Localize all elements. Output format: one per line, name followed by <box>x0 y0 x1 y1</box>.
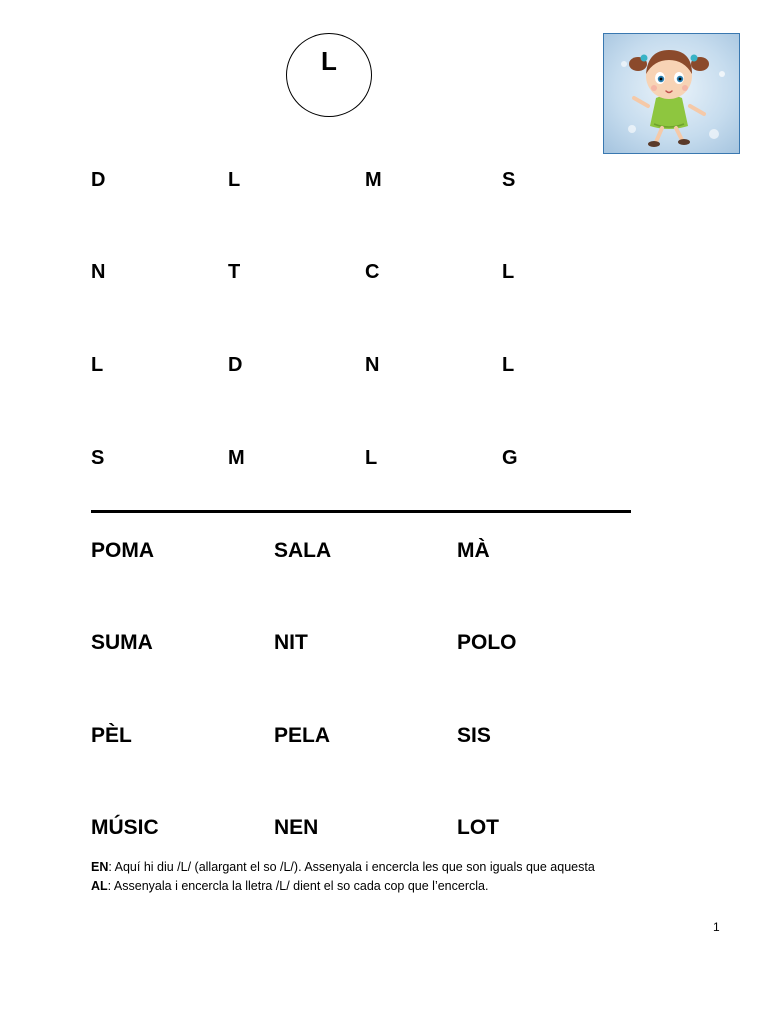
grid-word[interactable]: SUMA <box>91 631 153 654</box>
grid-letter[interactable]: M <box>365 169 382 191</box>
grid-word[interactable]: NIT <box>274 631 308 654</box>
grid-word[interactable]: POLO <box>457 631 517 654</box>
grid-letter[interactable]: G <box>502 447 518 469</box>
grid-letter[interactable]: D <box>228 354 243 376</box>
grid-word[interactable]: LOT <box>457 816 499 839</box>
instruction-al-label: AL <box>91 879 108 893</box>
grid-letter[interactable]: L <box>228 169 241 191</box>
grid-letter[interactable]: S <box>502 169 516 191</box>
grid-letter[interactable]: L <box>91 354 104 376</box>
grid-letter[interactable]: L <box>365 447 378 469</box>
target-letter: L <box>321 46 337 76</box>
instruction-en-label: EN <box>91 860 109 874</box>
grid-word[interactable]: SIS <box>457 724 491 747</box>
grid-letter[interactable]: M <box>228 447 245 469</box>
grid-word[interactable]: MÀ <box>457 539 490 562</box>
grid-letter[interactable]: C <box>365 261 380 283</box>
grid-word[interactable]: SALA <box>274 539 332 562</box>
page-number: 1 <box>713 920 720 934</box>
instruction-en-text: : Aquí hi diu /L/ (allargant el so /L/). Assenyala i encercla les que son iguals que aquesta <box>108 860 595 874</box>
grid-letter[interactable]: D <box>91 169 106 191</box>
grid-word[interactable]: PÈL <box>91 724 132 747</box>
grid-letter[interactable]: N <box>91 261 106 283</box>
grid-letter[interactable]: T <box>228 261 241 283</box>
girl-illustration <box>603 33 740 154</box>
grid-letter[interactable]: N <box>365 354 380 376</box>
grid-word[interactable]: POMA <box>91 539 154 562</box>
girl-cartoon-image <box>604 34 740 154</box>
instruction-al-text: : Assenyala i encercla la lletra /L/ dient el so cada cop que l’encercla. <box>107 879 489 893</box>
instructions <box>91 858 595 896</box>
target-letter-circle <box>286 33 372 117</box>
grid-word[interactable]: NEN <box>274 816 319 839</box>
instruction-en <box>91 858 595 877</box>
grid-letter[interactable]: S <box>91 447 105 469</box>
grid-letter[interactable]: L <box>502 261 515 283</box>
grid-word[interactable]: PELA <box>274 724 331 747</box>
section-separator <box>91 510 631 513</box>
instruction-al <box>91 877 595 896</box>
grid-letter[interactable]: L <box>502 354 515 376</box>
grid-word[interactable]: MÚSIC <box>91 816 159 839</box>
